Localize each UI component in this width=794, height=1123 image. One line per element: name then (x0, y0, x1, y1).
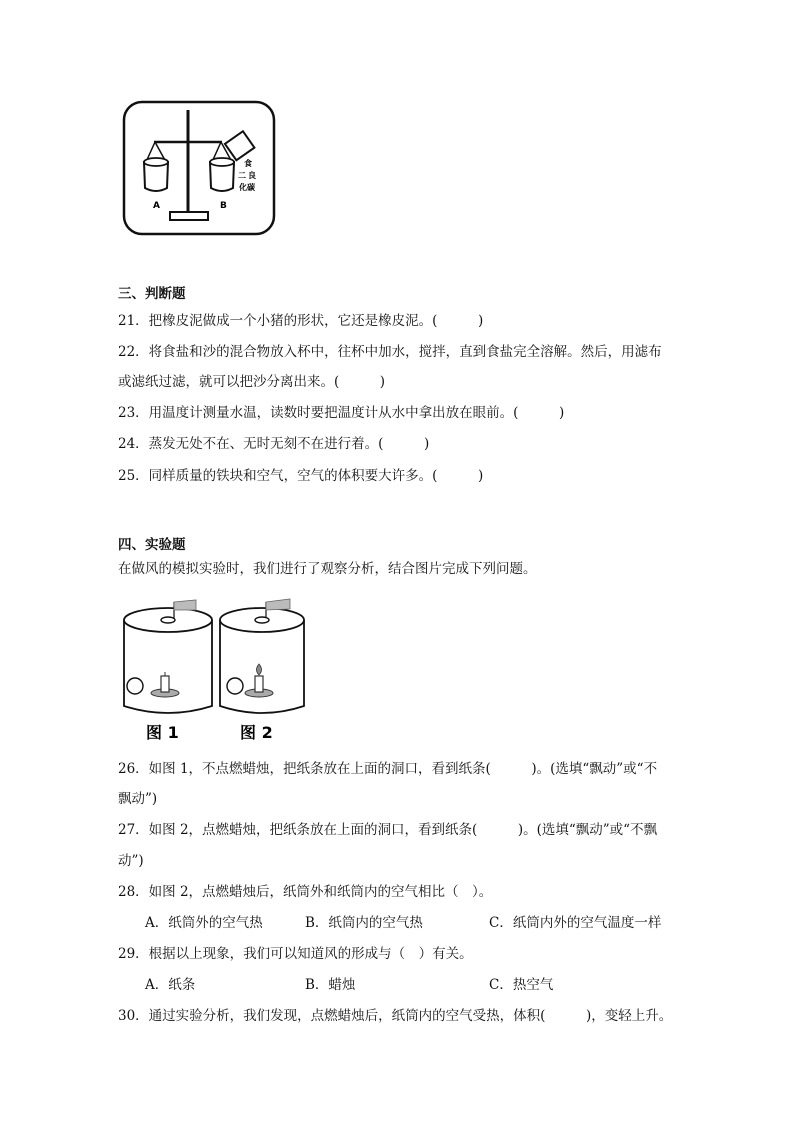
side-label-4: 化碳 (239, 183, 255, 192)
question-22-line2: 或滤纸过滤，就可以把沙分离出来。( ) (118, 374, 386, 390)
section4-intro: 在做风的模拟实验时，我们进行了观察分析，结合图片完成下列问题。 (118, 561, 537, 577)
cup-b-label: B (220, 201, 227, 211)
question-27-line2: 动”) (118, 853, 144, 869)
question-27-line1: 27．如图 2，点燃蜡烛，把纸条放在上面的洞口，看到纸条( )。(选填“飘动”或“不飘 (118, 822, 658, 838)
question-26-line2: 飘动”) (118, 791, 158, 807)
question-23: 23．用温度计测量水温，读数时要把温度计从水中拿出放在眼前。( ) (118, 405, 565, 421)
q28-option-c: C．纸筒内外的空气温度一样 (489, 915, 662, 931)
figure-2-caption: 图 2 (240, 723, 273, 742)
question-28: 28．如图 2，点燃蜡烛后，纸筒外和纸筒内的空气相比（ ）。 (118, 884, 493, 900)
question-25: 25．同样质量的铁块和空气，空气的体积要大许多。( ) (118, 468, 484, 484)
figure-1-cylinder (124, 600, 212, 713)
figure-1-caption: 图 1 (146, 723, 179, 742)
question-24: 24．蒸发无处不在、无时无刻不在进行着。( ) (118, 436, 430, 452)
side-label-1: 食 (244, 159, 252, 168)
question-21: 21．把橡皮泥做成一个小猪的形状，它还是橡皮泥。( ) (118, 313, 484, 329)
side-label-3: 良 (248, 171, 256, 180)
q29-option-c: C．热空气 (489, 977, 554, 993)
cup-a-label: A (153, 201, 160, 211)
side-label-2: 二 (238, 171, 246, 180)
q29-option-b: B．蜡烛 (305, 977, 356, 993)
figure-2-cylinder (220, 599, 304, 713)
wind-experiment-figure (118, 596, 308, 746)
section4-heading: 四、实验题 (118, 537, 186, 553)
question-29: 29．根据以上现象，我们可以知道风的形成与（ ）有关。 (118, 946, 473, 962)
section3-heading: 三、判断题 (118, 286, 186, 302)
question-26-line1: 26．如图 1，不点燃蜡烛，把纸条放在上面的洞口，看到纸条( )。(选填“飘动”或“不 (118, 761, 658, 777)
balance-scale-figure (122, 100, 278, 238)
q29-option-a: A．纸条 (145, 977, 196, 993)
question-22-line1: 22．将食盐和沙的混合物放入杯中，往杯中加水，搅拌，直到食盐完全溶解。然后，用滤布 (118, 344, 662, 360)
q28-option-a: A．纸筒外的空气热 (145, 915, 263, 931)
q28-option-b: B．纸筒内的空气热 (305, 915, 423, 931)
question-30: 30．通过实验分析，我们发现，点燃蜡烛后，纸筒内的空气受热，体积( )，变轻上升。 (118, 1008, 673, 1024)
